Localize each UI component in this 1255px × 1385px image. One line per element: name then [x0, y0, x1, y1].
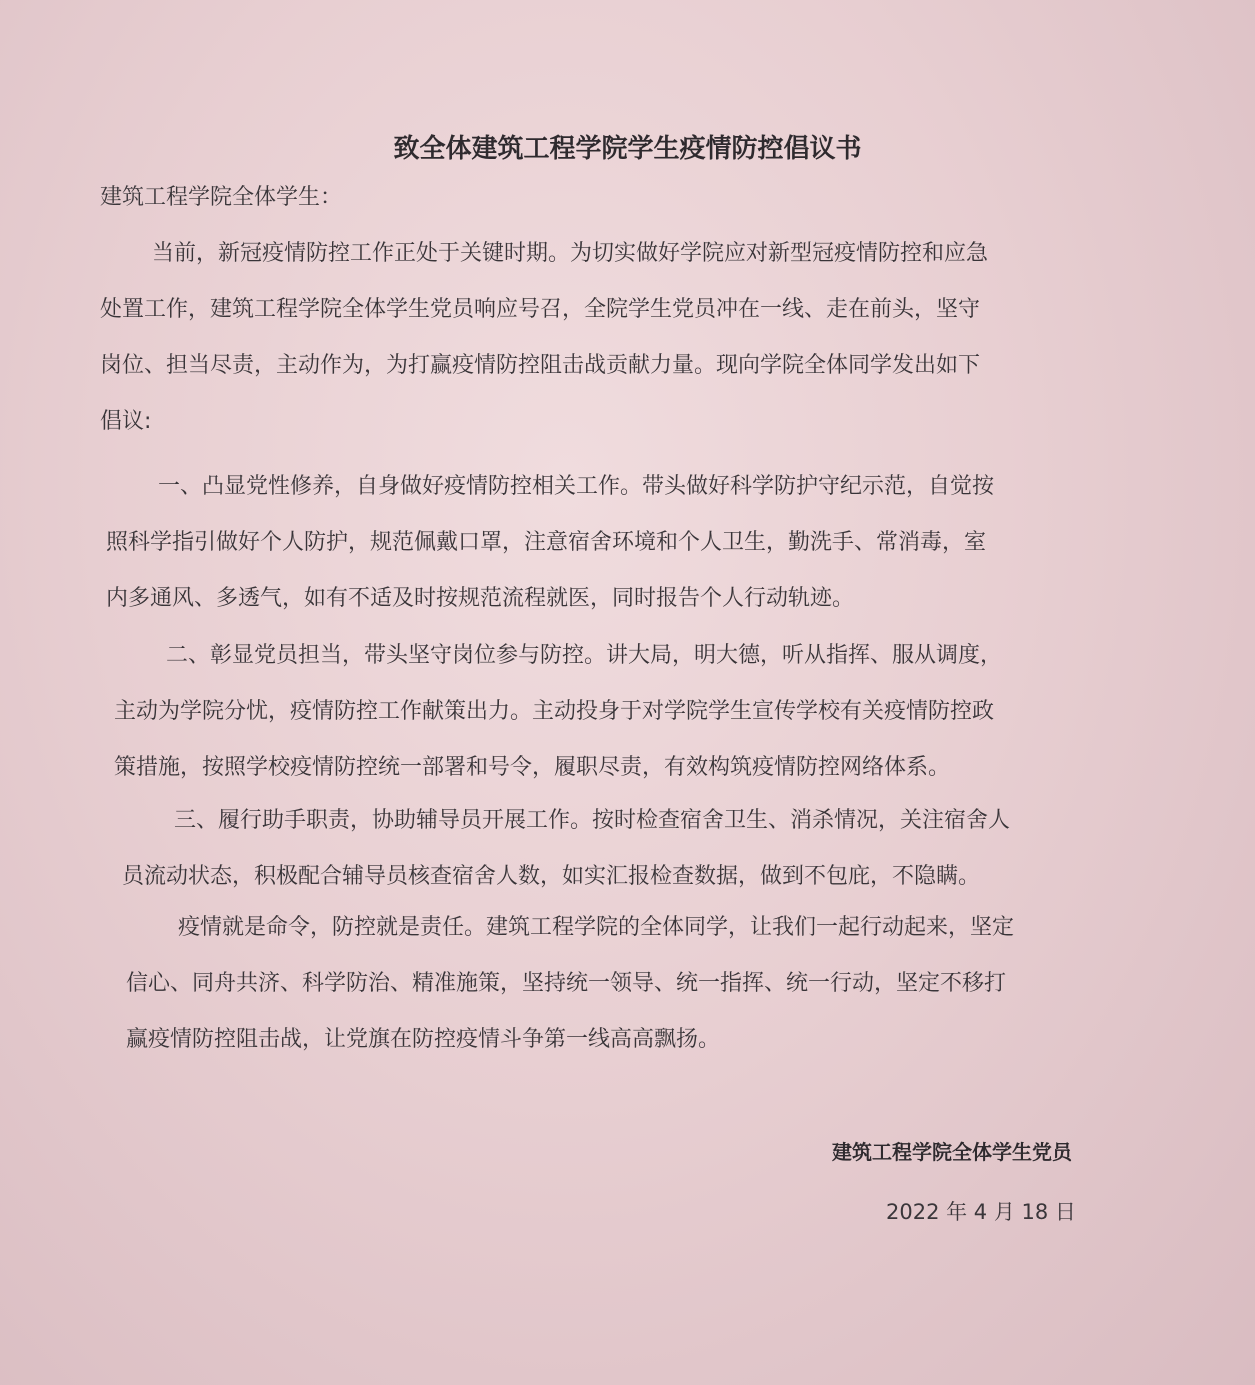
paragraph-line: 照科学指引做好个人防护，规范佩戴口罩，注意宿舍环境和个人卫生，勤洗手、常消毒，室 [106, 530, 987, 555]
paragraph-line: 内多通风、多透气，如有不适及时按规范流程就医，同时报告个人行动轨迹。 [106, 586, 855, 611]
paragraph-line: 岗位、担当尽责，主动作为，为打赢疫情防控阻击战贡献力量。现向学院全体同学发出如下 [100, 353, 981, 378]
paragraph-intro [100, 226, 1140, 450]
document-date: 2022 年 4 月 18 日 [886, 1200, 1076, 1224]
paragraph-line: 处置工作，建筑工程学院全体学生党员响应号召，全院学生党员冲在一线、走在前头，坚守 [100, 297, 981, 322]
paragraph-line: 三、履行助手职责，协助辅导员开展工作。按时检查宿舍卫生、消杀情况，关注宿舍人 [174, 808, 1011, 833]
paragraph-line: 主动为学院分忧，疫情防控工作献策出力。主动投身于对学院学生宣传学校有关疫情防控政 [114, 699, 995, 724]
salutation: 建筑工程学院全体学生： [100, 185, 343, 210]
paragraph-line: 员流动状态，积极配合辅导员核查宿舍人数，如实汇报检查数据，做到不包庇，不隐瞒。 [122, 864, 981, 889]
paragraph-line: 策措施，按照学校疫情防控统一部署和号令，履职尽责，有效构筑疫情防控网络体系。 [114, 755, 951, 780]
document-title: 致全体建筑工程学院学生疫情防控倡议书 [393, 134, 862, 164]
paragraph-line: 一、凸显党性修养，自身做好疫情防控相关工作。带头做好科学防护守纪示范，自觉按 [158, 474, 995, 499]
paragraph-line: 疫情就是命令，防控就是责任。建筑工程学院的全体同学，让我们一起行动起来，坚定 [178, 915, 1015, 940]
paragraph-line: 当前，新冠疫情防控工作正处于关键时期。为切实做好学院应对新型冠疫情防控和应急 [152, 241, 989, 266]
paragraph-line: 赢疫情防控阻击战，让党旗在防控疫情斗争第一线高高飘扬。 [126, 1027, 721, 1052]
paragraph-point-one [106, 459, 1140, 627]
signature: 建筑工程学院全体学生党员 [832, 1140, 1072, 1164]
paragraph-point-three [122, 793, 1132, 905]
paragraph-closing [126, 900, 1132, 1068]
paragraph-point-two [114, 628, 1140, 796]
paragraph-line: 倡议: [100, 409, 152, 434]
paragraph-line: 二、彰显党员担当，带头坚守岗位参与防控。讲大局，明大德，听从指挥、服从调度， [166, 643, 1003, 668]
paragraph-line: 信心、同舟共济、科学防治、精准施策，坚持统一领导、统一指挥、统一行动，坚定不移打 [126, 971, 1007, 996]
